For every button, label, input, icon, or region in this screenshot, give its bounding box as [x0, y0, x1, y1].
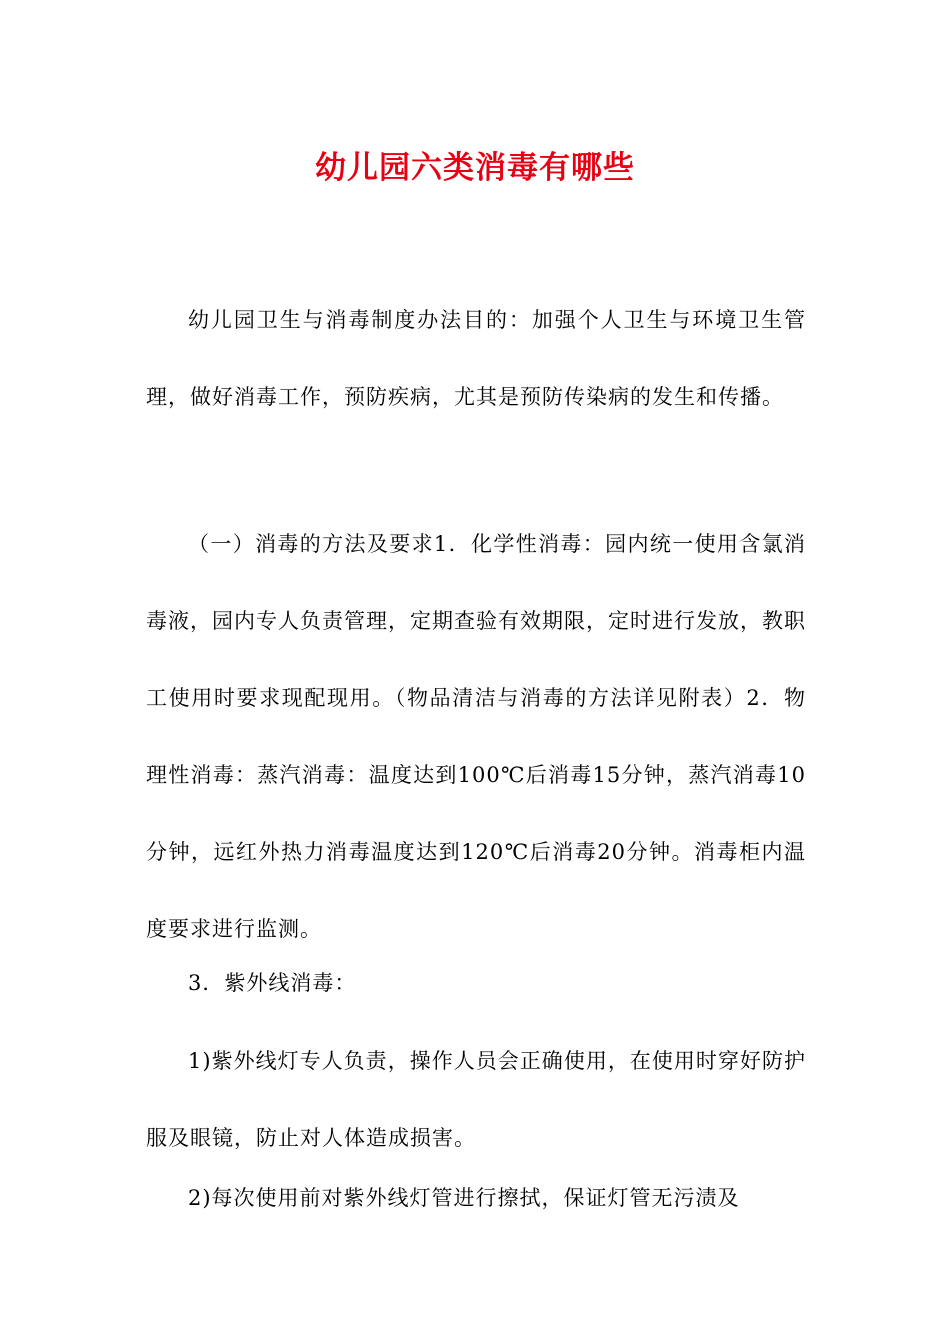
paragraph-disinfection-methods: （一）消毒的方法及要求1．化学性消毒：园内统一使用含氯消毒液，园内专人负责管理，定期查验有效期限，定时进行发放，教职工使用时要求现配现用。（物品清洁与消毒的方法详见附表）2．物理性消毒：蒸汽消毒：温度达到100℃后消毒15分钟，蒸汽消毒10分钟，远红外热力消毒温度达到120℃后消毒20分钟。消毒柜内温度要求进行监测。 [146, 532, 806, 941]
paragraph-uv-heading: 3．紫外线消毒： [188, 971, 357, 995]
paragraph-uv-rule-1: 1)紫外线灯专人负责，操作人员会正确使用，在使用时穿好防护服及眼镜，防止对人体造成损害。 [146, 1049, 806, 1150]
paragraph-uv-rule-2: 2)每次使用前对紫外线灯管进行擦拭，保证灯管无污渍及 [188, 1186, 740, 1210]
document-title: 幼儿园六类消毒有哪些 [315, 150, 635, 186]
paragraph-purpose: 幼儿园卫生与消毒制度办法目的：加强个人卫生与环境卫生管理，做好消毒工作，预防疾病，尤其是预防传染病的发生和传播。 [146, 308, 806, 409]
